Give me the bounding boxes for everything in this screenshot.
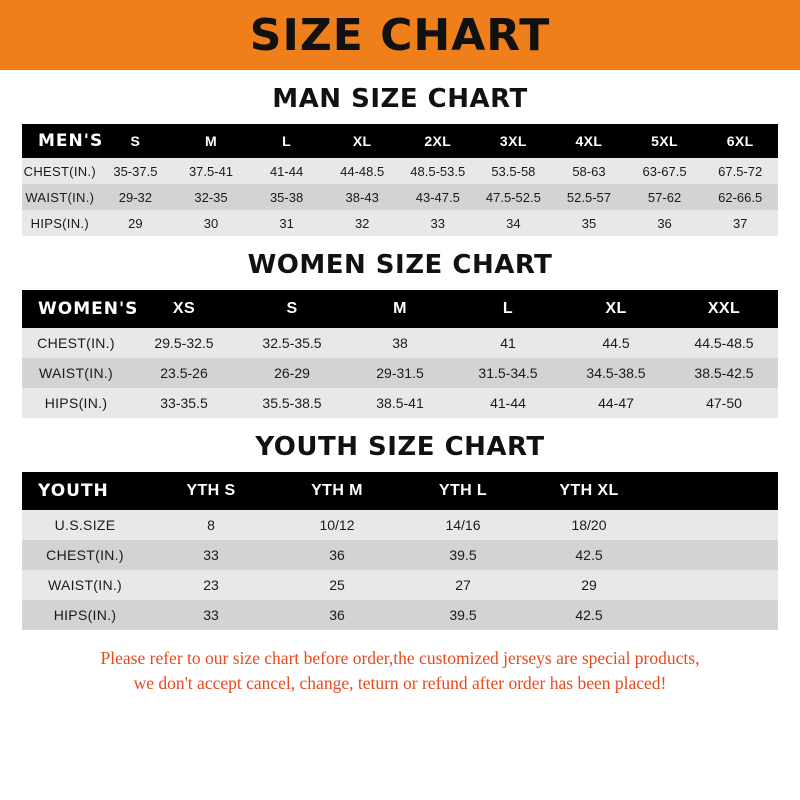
men-waist-4xl: 52.5-57 <box>551 184 627 210</box>
men-size-table <box>22 124 778 236</box>
women-waist-xl: 34.5-38.5 <box>562 358 670 388</box>
men-header-s: S <box>98 124 174 158</box>
youth-chest-s: 33 <box>148 540 274 570</box>
footer-disclaimer <box>22 646 778 697</box>
women-waist-l: 31.5-34.5 <box>454 358 562 388</box>
youth-header-m: YTH M <box>274 472 400 510</box>
youth-chest-blank <box>652 540 778 570</box>
women-waist-xs: 23.5-26 <box>130 358 238 388</box>
youth-header-s: YTH S <box>148 472 274 510</box>
men-hips-3xl: 34 <box>476 210 552 236</box>
women-waist-m: 29-31.5 <box>346 358 454 388</box>
women-hips-s: 35.5-38.5 <box>238 388 346 418</box>
youth-ussize-l: 14/16 <box>400 510 526 540</box>
youth-ussize-blank <box>652 510 778 540</box>
men-waist-3xl: 47.5-52.5 <box>476 184 552 210</box>
men-chest-5xl: 63-67.5 <box>627 158 703 184</box>
table-row <box>22 540 778 570</box>
women-waist-xxl: 38.5-42.5 <box>670 358 778 388</box>
men-chest-3xl: 53.5-58 <box>476 158 552 184</box>
youth-header-l: YTH L <box>400 472 526 510</box>
footer-line-1: Please refer to our size chart before order,the customized jerseys are special products, <box>100 648 700 668</box>
men-waist-5xl: 57-62 <box>627 184 703 210</box>
men-header-2xl: 2XL <box>400 124 476 158</box>
men-waist-2xl: 43-47.5 <box>400 184 476 210</box>
youth-waist-m: 25 <box>274 570 400 600</box>
men-hips-l: 31 <box>249 210 325 236</box>
men-row-chest-label: CHEST(IN.) <box>22 158 98 184</box>
women-chest-l: 41 <box>454 328 562 358</box>
table-header-row <box>22 124 778 158</box>
men-header-4xl: 4XL <box>551 124 627 158</box>
women-hips-xxl: 47-50 <box>670 388 778 418</box>
youth-hips-xl: 42.5 <box>526 600 652 630</box>
women-hips-xl: 44-47 <box>562 388 670 418</box>
women-header-m: M <box>346 290 454 328</box>
women-hips-m: 38.5-41 <box>346 388 454 418</box>
youth-row-ussize-label: U.S.SIZE <box>22 510 148 540</box>
table-row <box>22 184 778 210</box>
women-row-waist-label: WAIST(IN.) <box>22 358 130 388</box>
table-row <box>22 388 778 418</box>
youth-header-label: YOUTH <box>22 472 148 510</box>
men-section-title: MAN SIZE CHART <box>272 84 528 114</box>
women-section-title: WOMEN SIZE CHART <box>247 250 553 280</box>
men-hips-5xl: 36 <box>627 210 703 236</box>
men-waist-xl: 38-43 <box>324 184 400 210</box>
youth-row-waist-label: WAIST(IN.) <box>22 570 148 600</box>
men-chest-4xl: 58-63 <box>551 158 627 184</box>
table-row <box>22 210 778 236</box>
table-row <box>22 158 778 184</box>
youth-chest-m: 36 <box>274 540 400 570</box>
men-row-hips-label: HIPS(IN.) <box>22 210 98 236</box>
youth-waist-s: 23 <box>148 570 274 600</box>
youth-hips-l: 39.5 <box>400 600 526 630</box>
men-header-3xl: 3XL <box>476 124 552 158</box>
men-chest-l: 41-44 <box>249 158 325 184</box>
youth-chest-l: 39.5 <box>400 540 526 570</box>
men-hips-6xl: 37 <box>702 210 778 236</box>
men-header-m: M <box>173 124 249 158</box>
table-row <box>22 570 778 600</box>
men-chest-xl: 44-48.5 <box>324 158 400 184</box>
table-row <box>22 358 778 388</box>
youth-row-chest-label: CHEST(IN.) <box>22 540 148 570</box>
youth-ussize-s: 8 <box>148 510 274 540</box>
table-row <box>22 600 778 630</box>
women-hips-l: 41-44 <box>454 388 562 418</box>
table-header-row <box>22 290 778 328</box>
men-header-5xl: 5XL <box>627 124 703 158</box>
youth-header-xl: YTH XL <box>526 472 652 510</box>
youth-size-table <box>22 472 778 630</box>
content-area <box>0 84 800 697</box>
youth-header-blank <box>652 472 778 510</box>
men-chest-2xl: 48.5-53.5 <box>400 158 476 184</box>
youth-waist-l: 27 <box>400 570 526 600</box>
men-chest-m: 37.5-41 <box>173 158 249 184</box>
youth-ussize-m: 10/12 <box>274 510 400 540</box>
men-hips-s: 29 <box>98 210 174 236</box>
youth-section-title: YOUTH SIZE CHART <box>255 432 545 462</box>
women-size-table <box>22 290 778 418</box>
men-waist-6xl: 62-66.5 <box>702 184 778 210</box>
women-header-xxl: XXL <box>670 290 778 328</box>
men-hips-xl: 32 <box>324 210 400 236</box>
table-row <box>22 510 778 540</box>
women-header-s: S <box>238 290 346 328</box>
men-chest-s: 35-37.5 <box>98 158 174 184</box>
women-header-l: L <box>454 290 562 328</box>
men-waist-l: 35-38 <box>249 184 325 210</box>
women-chest-xs: 29.5-32.5 <box>130 328 238 358</box>
men-waist-s: 29-32 <box>98 184 174 210</box>
women-row-hips-label: HIPS(IN.) <box>22 388 130 418</box>
youth-hips-m: 36 <box>274 600 400 630</box>
page-banner <box>0 0 800 70</box>
table-row <box>22 328 778 358</box>
men-row-waist-label: WAIST(IN.) <box>22 184 98 210</box>
women-chest-s: 32.5-35.5 <box>238 328 346 358</box>
men-hips-m: 30 <box>173 210 249 236</box>
youth-chest-xl: 42.5 <box>526 540 652 570</box>
men-header-l: L <box>249 124 325 158</box>
table-header-row <box>22 472 778 510</box>
women-hips-xs: 33-35.5 <box>130 388 238 418</box>
women-chest-m: 38 <box>346 328 454 358</box>
youth-ussize-xl: 18/20 <box>526 510 652 540</box>
men-header-6xl: 6XL <box>702 124 778 158</box>
women-waist-s: 26-29 <box>238 358 346 388</box>
youth-row-hips-label: HIPS(IN.) <box>22 600 148 630</box>
page-title: SIZE CHART <box>249 9 551 61</box>
men-hips-4xl: 35 <box>551 210 627 236</box>
youth-hips-blank <box>652 600 778 630</box>
youth-waist-blank <box>652 570 778 600</box>
women-chest-xl: 44.5 <box>562 328 670 358</box>
men-hips-2xl: 33 <box>400 210 476 236</box>
youth-waist-xl: 29 <box>526 570 652 600</box>
youth-hips-s: 33 <box>148 600 274 630</box>
men-header-xl: XL <box>324 124 400 158</box>
men-waist-m: 32-35 <box>173 184 249 210</box>
women-header-xs: XS <box>130 290 238 328</box>
men-header-label: MEN'S <box>22 124 98 158</box>
men-chest-6xl: 67.5-72 <box>702 158 778 184</box>
women-row-chest-label: CHEST(IN.) <box>22 328 130 358</box>
footer-line-2: we don't accept cancel, change, teturn or refund after order has been placed! <box>133 673 667 694</box>
women-chest-xxl: 44.5-48.5 <box>670 328 778 358</box>
women-header-xl: XL <box>562 290 670 328</box>
women-header-label: WOMEN'S <box>22 290 130 328</box>
